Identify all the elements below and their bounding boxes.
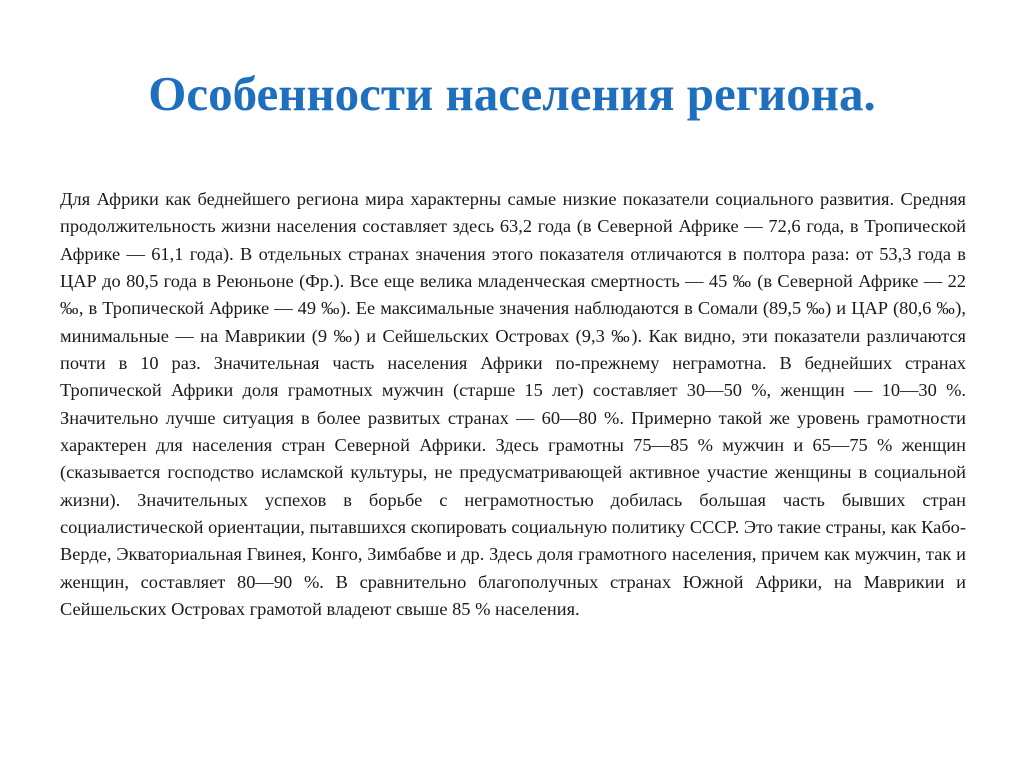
slide-body-text: Для Африки как беднейшего региона мира характерны самые низкие показатели социального развития. Средняя продолжительность жизни населения составляет здесь 63,2 года (в Северной Африке — 72,6 года, в Тропической Африке — 61,1 года). В отдельных странах значения этого показателя отличаются в полтора раза: от 53,3 года в ЦАР до 80,5 года в Реюньоне (Фр.). Все еще велика младенческая смертность — 45 ‰ (в Северной Африке — 22 ‰, в Тропической Африке — 49 ‰). Ее максимальные значения наблюдаются в Сомали (89,5 ‰) и ЦАР (80,6 ‰), минимальные — на Маврикии (9 ‰) и Сейшельских Островах (9,3 ‰). Как видно, эти показатели различаются почти в 10 раз. Значительная часть населения Африки по-прежнему неграмотна. В беднейших странах Тропической Африки доля грамотных мужчин (старше 15 лет) составляет 30—50 %, женщин — 10—30 %. Значительно лучше ситуация в более развитых странах — 60—80 %. Примерно такой же уровень грамотности характерен для населения стран Северной Африки. Здесь грамотны 75—85 % мужчин и 65—75 % женщин (сказывается господство исламской культуры, не предусматривающей активное участие женщины в социальной жизни). Значительных успехов в борьбе с неграмотностью добилась большая часть бывших стран социалистической ориентации, пытавшихся скопировать социальную политику СССР. Это такие страны, как Кабо-Верде, Экваториальная Гвинея, Конго, Зимбабве и др. Здесь доля грамотного населения, причем как мужчин, так и женщин, составляет 80—90 %. В сравнительно благополучных странах Южной Африки, на Маврикии и Сейшельских Островах грамотой владеют свыше 85 % населения. <box>60 189 966 620</box>
slide-title: Особенности населения региона. <box>148 66 876 121</box>
